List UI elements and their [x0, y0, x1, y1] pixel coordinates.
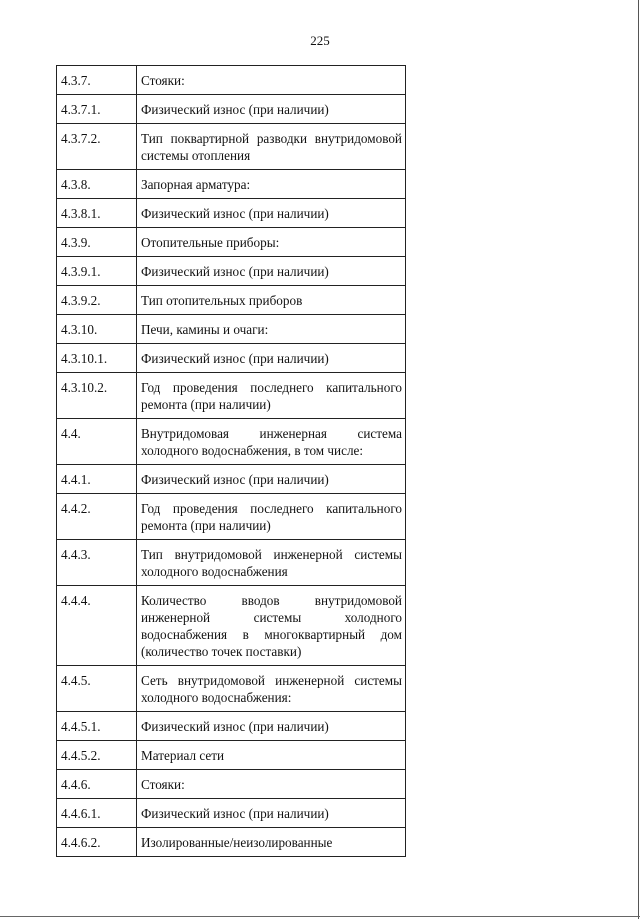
item-number: 4.3.10.: [57, 315, 137, 344]
table-row: [57, 315, 406, 344]
item-description: Материал сети: [137, 741, 406, 770]
table-row: [57, 465, 406, 494]
item-number: 4.3.8.: [57, 170, 137, 199]
item-number: 4.3.7.1.: [57, 95, 137, 124]
item-number: 4.4.5.2.: [57, 741, 137, 770]
item-number: 4.4.1.: [57, 465, 137, 494]
table-row: [57, 770, 406, 799]
item-number: 4.4.2.: [57, 494, 137, 540]
item-description: Отопительные приборы:: [137, 228, 406, 257]
item-number: 4.3.7.2.: [57, 124, 137, 170]
table-row: [57, 828, 406, 857]
item-number: 4.3.9.1.: [57, 257, 137, 286]
item-description: Физический износ (при наличии): [137, 712, 406, 741]
item-description: Запорная арматура:: [137, 170, 406, 199]
item-number: 4.4.: [57, 419, 137, 465]
item-description: Печи, камины и очаги:: [137, 315, 406, 344]
item-description: Физический износ (при наличии): [137, 199, 406, 228]
item-number: 4.3.9.: [57, 228, 137, 257]
scan-edge-bottom: [0, 916, 640, 917]
table-row: [57, 66, 406, 95]
item-number: 4.3.9.2.: [57, 286, 137, 315]
table-row: [57, 124, 406, 170]
table-row: [57, 540, 406, 586]
table-row: [57, 344, 406, 373]
item-number: 4.4.5.1.: [57, 712, 137, 741]
item-number: 4.3.8.1.: [57, 199, 137, 228]
item-number: 4.4.4.: [57, 586, 137, 666]
table-row: [57, 586, 406, 666]
table-row: [57, 257, 406, 286]
item-description: Тип отопительных приборов: [137, 286, 406, 315]
item-description: Физический износ (при наличии): [137, 257, 406, 286]
item-description: Количество вводов внутридомовой инженерной системы холодного водоснабжения в многоквартирный дом (количество точек поставки): [137, 586, 406, 666]
item-number: 4.4.6.: [57, 770, 137, 799]
item-description: Физический износ (при наличии): [137, 799, 406, 828]
table-row: [57, 799, 406, 828]
item-description: Год проведения последнего капитального ремонта (при наличии): [137, 373, 406, 419]
table-row: [57, 373, 406, 419]
item-description: Стояки:: [137, 66, 406, 95]
item-description: Год проведения последнего капитального ремонта (при наличии): [137, 494, 406, 540]
item-number: 4.3.10.2.: [57, 373, 137, 419]
item-description: Тип поквартирной разводки внутридомовой системы отопления: [137, 124, 406, 170]
item-description: Стояки:: [137, 770, 406, 799]
table-row: [57, 419, 406, 465]
scan-edge-right: [638, 0, 639, 919]
table-row: [57, 494, 406, 540]
table-row: [57, 170, 406, 199]
table-row: [57, 712, 406, 741]
item-description: Физический износ (при наличии): [137, 95, 406, 124]
item-description: Физический износ (при наличии): [137, 465, 406, 494]
item-number: 4.3.10.1.: [57, 344, 137, 373]
table-row: [57, 741, 406, 770]
table-row: [57, 228, 406, 257]
document-table: [56, 65, 406, 857]
item-number: 4.4.6.2.: [57, 828, 137, 857]
table-row: [57, 286, 406, 315]
table-row: [57, 666, 406, 712]
item-description: Сеть внутридомовой инженерной системы холодного водоснабжения:: [137, 666, 406, 712]
table-row: [57, 95, 406, 124]
item-description: Физический износ (при наличии): [137, 344, 406, 373]
table-row: [57, 199, 406, 228]
item-description: Внутридомовая инженерная система холодного водоснабжения, в том числе:: [137, 419, 406, 465]
page-number: 225: [310, 33, 330, 48]
item-number: 4.4.6.1.: [57, 799, 137, 828]
item-number: 4.4.5.: [57, 666, 137, 712]
item-description: Тип внутридомовой инженерной системы холодного водоснабжения: [137, 540, 406, 586]
item-number: 4.4.3.: [57, 540, 137, 586]
item-description: Изолированные/неизолированные: [137, 828, 406, 857]
item-number: 4.3.7.: [57, 66, 137, 95]
